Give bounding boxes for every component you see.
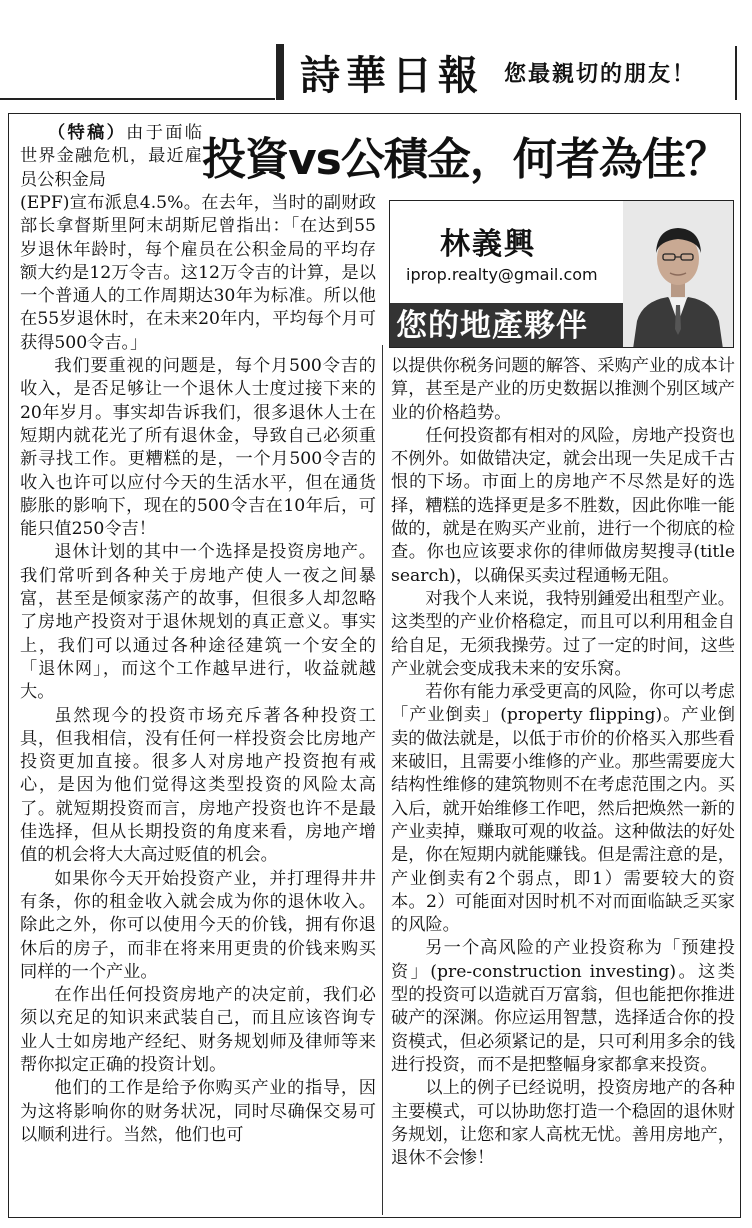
masthead-bar [276,44,284,100]
article-paragraph: 以提供你税务问题的解答、采购产业的成本计算，甚至是产业的历史数据以推测个别区域产业的价格趋势。 [391,356,735,423]
newspaper-name: 詩華日報 [300,51,484,99]
masthead-edge-rule [735,46,737,100]
intro-text: 由于面临世界金融危机，最近雇员公积金局 [20,123,202,190]
author-name: 林義興 [440,227,536,262]
article-paragraph: 虽然现今的投资市场充斥著各种投资工具，但我相信，没有任何一样投资会比房地产投资更加直接。很多人对房地产投资抱有戒心，是因为他们觉得这类型投资的风险太高了。就短期投资而言，房地产投资也许不是最佳选择，但从长期投资的角度来看，房地产增值的机会将大大高过贬值的机会。 [20,705,376,866]
column-title: 您的地產夥伴 [390,303,625,348]
article-paragraph: 如果你今天开始投资产业，并打理得井井有条，你的租金收入就会成为你的退休收入。除此之外，你可以使用今天的价钱，拥有你退休后的房子，而非在将来用更贵的价钱来购买同样的一个产业。 [20,868,376,982]
column-divider [382,345,383,1215]
author-portrait [623,201,733,348]
article-paragraph: 以上的例子已经说明，投资房地产的各种主要模式，可以协助您打造一个稳固的退休财务规划，让您和家人高枕无忧。善用房地产，退休不会惨！ [391,1078,735,1169]
newspaper-slogan: 您最親切的朋友！ [504,60,697,87]
article-tag: （特稿） [48,123,127,143]
article-paragraph: 在作出任何投资房地产的决定前，我们必须以充足的知识来武装自己，而且应该咨询专业人士如房地产经纪、财务规划师及律师等来帮你拟定正确的投资计划。 [20,985,376,1075]
article-paragraph: 另一个高风险的产业投资称为「预建投资」(pre-construction investing)。这类型的投资可以造就百万富翁，但也能把你推进破产的深渊。你应运用智慧，选择适合你的投资模式，但必须紧记的是，只可利用多余的钱进行投资，而不是把整幅身家都拿来投资。 [391,938,735,1075]
headline: 投資vs公積金，何者為佳？ [202,134,728,185]
article-paragraph: 任何投资都有相对的风险，房地产投资也不例外。如做错决定，就会出现一失足成千古恨的下场。市面上的房地产不尽然是好的选择，糟糕的选择更是多不胜数，因此你唯一能做的，就是在购买产业前，进行一个彻底的检查。你也应该要求你的律师做房契搜寻(title search)，以确保买卖过程通畅无阻。 [391,425,735,586]
article-paragraph: 我们要重视的问题是，每个月500令吉的收入，是否足够让一个退休人士度过接下来的20年岁月。事实却告诉我们，很多退休人士在短期内就花光了所有退休金，导致自己必须重新寻找工作。更糟糕的是，一个月500令吉的收入也许可以应付今天的生活水平，但在通货膨胀的影响下，现在的500令吉在10年后，可能只值250令吉！ [20,356,376,540]
author-box [389,200,734,348]
article-paragraph: 对我个人来说，我特别鍾爱出租型产业。这类型的产业价格稳定，而且可以利用租金自给自足，无须我操劳。过了一定的时间，这些产业就会变成我未来的安乐窝。 [391,588,735,679]
article-intro [20,122,202,192]
masthead [300,48,730,99]
article-paragraph: 他们的工作是给予你购买产业的指导，因为这将影响你的财务状况，同时尽确保交易可以顺利进行。当然，他们也可 [20,1078,376,1145]
masthead-rule [0,98,275,100]
left-column [20,192,376,1147]
article-paragraph: (EPF)宣布派息4.5%。在去年，当时的副财政部长拿督斯里阿末胡斯尼曾指出：「在达到55岁退休年龄时，每个雇员在公积金局的平均存额大约是12万令吉。这12万令吉的计算，是以一个普通人的工作周期达30年为标准。所以他在55岁退休时，在未来20年内，平均每个月可获得500令吉。」 [20,193,376,353]
article-paragraph: 退休计划的其中一个选择是投资房地产。我们常听到各种关于房地产使人一夜之间暴富，甚至是倾家荡产的故事，但很多人却忽略了房地产投资对于退休规划的真正意义。事实上，我们可以通过各种途径建筑一个安全的「退休网」，而这个工作越早进行，收益就越大。 [20,542,376,703]
author-email[interactable]: iprop.realty@gmail.com [406,265,598,284]
article-paragraph: 若你有能力承受更高的风险，你可以考虑「产业倒卖」(property flipping)。产业倒卖的做法就是，以低于市价的价格买入那些看来破旧，且需要小维修的产业。那些需要庞大结构性维修的建筑物则不在考虑范围之内。买入后，就开始维修工作吧，然后把焕然一新的产业卖掉，赚取可观的收益。这种做法的好处是，你在短期内就能赚钱。但是需注意的是，产业倒卖有2个弱点，即1）需要较大的资本。2）可能面对因时机不对而面临缺乏买家的风险。 [391,682,735,936]
right-column [391,355,735,1170]
